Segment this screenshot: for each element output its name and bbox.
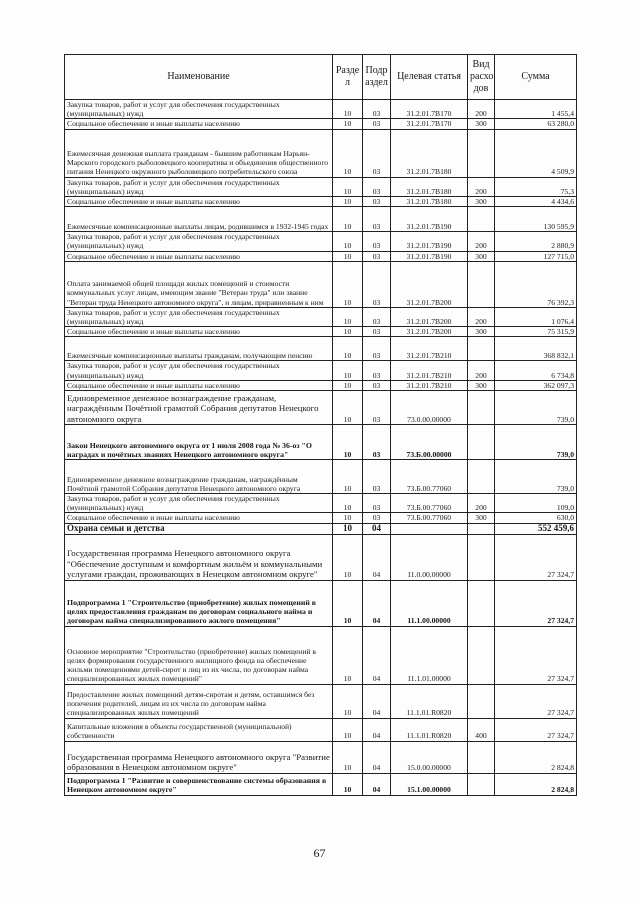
row-target: 31.2.01.7В180 — [391, 177, 468, 196]
table-row — [65, 129, 577, 177]
row-sum: 362 097,3 — [495, 380, 577, 390]
row-razdel: 10 — [333, 100, 363, 119]
row-vid — [468, 460, 495, 494]
row-vid — [468, 580, 495, 626]
row-sum: 75,3 — [495, 177, 577, 196]
row-vid — [468, 741, 495, 773]
row-target: 15.1.00.00000 — [391, 773, 468, 795]
row-razdel: 10 — [333, 232, 363, 251]
table-row — [65, 307, 577, 326]
row-name: Социальное обеспечение и иные выплаты населению — [65, 251, 333, 261]
table-row — [65, 361, 577, 380]
row-sum: 27 324,7 — [495, 684, 577, 718]
row-razdel: 10 — [333, 207, 363, 232]
row-sum: 1 076,4 — [495, 307, 577, 326]
row-target: 31.2.01.7В180 — [391, 129, 468, 177]
row-sum: 2 824,8 — [495, 773, 577, 795]
row-podrazdel: 04 — [363, 534, 391, 580]
row-razdel: 10 — [333, 425, 363, 460]
header-row — [65, 55, 577, 100]
row-name: Капитальные вложения в объекты государственной (муниципальной) собственности — [65, 718, 333, 741]
row-sum: 27 324,7 — [495, 580, 577, 626]
row-razdel: 10 — [333, 307, 363, 326]
header-target: Целевая статья — [391, 55, 468, 100]
row-sum: 27 324,7 — [495, 534, 577, 580]
row-vid — [468, 684, 495, 718]
row-target: 31.2.01.7В190 — [391, 251, 468, 261]
row-target: 11.1.00.00000 — [391, 580, 468, 626]
row-target: 31.2.01.7В210 — [391, 361, 468, 380]
table-row — [65, 197, 577, 207]
row-razdel: 10 — [333, 129, 363, 177]
row-podrazdel: 03 — [363, 100, 391, 119]
table-row — [65, 513, 577, 523]
row-vid: 400 — [468, 718, 495, 741]
table-row — [65, 232, 577, 251]
table-row — [65, 380, 577, 390]
row-name: Ежемесячные компенсационные выплаты гражданам, получающим пенсию — [65, 337, 333, 361]
table-row — [65, 119, 577, 129]
page-number: 67 — [313, 846, 326, 860]
row-target: 73.Б.00.77060 — [391, 460, 468, 494]
row-podrazdel: 03 — [363, 391, 391, 425]
header-sum: Сумма — [495, 55, 577, 100]
row-sum: 4 434,6 — [495, 197, 577, 207]
row-name: Государственная программа Ненецкого автономного округа "Обеспечение доступным и комфортным жильём и коммунальными услугами граждан, проживающих в Ненецком автономном округе" — [65, 534, 333, 580]
table-row — [65, 425, 577, 460]
row-vid: 300 — [468, 380, 495, 390]
row-razdel: 10 — [333, 251, 363, 261]
row-name: Закупка товаров, работ и услуг для обеспечения государственных (муниципальных) нужд — [65, 361, 333, 380]
row-sum: 368 832,1 — [495, 337, 577, 361]
table-row — [65, 741, 577, 773]
row-podrazdel: 03 — [363, 129, 391, 177]
row-sum: 130 595,9 — [495, 207, 577, 232]
row-podrazdel: 03 — [363, 337, 391, 361]
row-name: Социальное обеспечение и иные выплаты населению — [65, 380, 333, 390]
row-podrazdel: 04 — [363, 580, 391, 626]
row-podrazdel: 03 — [363, 460, 391, 494]
row-vid — [468, 773, 495, 795]
row-sum: 552 459,6 — [495, 523, 577, 534]
row-sum: 630,0 — [495, 513, 577, 523]
row-target: 11.1.01.R0820 — [391, 718, 468, 741]
row-vid — [468, 523, 495, 534]
row-podrazdel: 03 — [363, 177, 391, 196]
row-name: Ежемесячные компенсационные выплаты лицам, родившимся в 1932-1945 годах — [65, 207, 333, 232]
row-vid: 200 — [468, 361, 495, 380]
row-name: Государственная программа Ненецкого автономного округа "Развитие образования в Ненецком автономном округе" — [65, 741, 333, 773]
table-body — [65, 100, 577, 796]
row-sum: 1 455,4 — [495, 100, 577, 119]
row-vid: 300 — [468, 119, 495, 129]
row-podrazdel: 04 — [363, 718, 391, 741]
table-row — [65, 580, 577, 626]
header-vid: Вид расхо дов — [468, 55, 495, 100]
table-row — [65, 494, 577, 513]
row-target: 73.Б.00.00000 — [391, 425, 468, 460]
row-name: Ежемесячная денежная выплата гражданам - бывшим работникам Нарьян-Марского городского рыболовецкого кооператива и объединения общественного питания Ненецкого окружного рыболовецкого потребительского союза — [65, 129, 333, 177]
table-row — [65, 523, 577, 534]
row-podrazdel: 03 — [363, 327, 391, 337]
row-name: Единовременное денежное вознаграждение гражданам, награждённым Почётной грамотой Собрания депутатов Ненецкого автономного округа — [65, 460, 333, 494]
row-vid: 200 — [468, 307, 495, 326]
table-row — [65, 684, 577, 718]
row-target: 31.2.01.7В190 — [391, 232, 468, 251]
row-podrazdel: 04 — [363, 626, 391, 684]
row-podrazdel: 04 — [363, 773, 391, 795]
row-razdel: 10 — [333, 534, 363, 580]
row-vid: 300 — [468, 251, 495, 261]
row-target: 31.2.01.7В200 — [391, 327, 468, 337]
row-name: Закупка товаров, работ и услуг для обеспечения государственных (муниципальных) нужд — [65, 177, 333, 196]
row-podrazdel: 03 — [363, 513, 391, 523]
row-target: 11.1.01.R0820 — [391, 684, 468, 718]
row-sum: 75 315,9 — [495, 327, 577, 337]
row-razdel: 10 — [333, 460, 363, 494]
row-podrazdel: 03 — [363, 207, 391, 232]
row-razdel: 10 — [333, 718, 363, 741]
row-name: Закупка товаров, работ и услуг для обеспечения государственных (муниципальных) нужд — [65, 232, 333, 251]
row-vid: 300 — [468, 197, 495, 207]
row-sum: 63 280,0 — [495, 119, 577, 129]
row-razdel: 10 — [333, 773, 363, 795]
row-name: Охрана семьи и детства — [65, 523, 333, 534]
row-razdel: 10 — [333, 494, 363, 513]
row-sum: 739,0 — [495, 391, 577, 425]
row-sum: 6 734,8 — [495, 361, 577, 380]
table-row — [65, 337, 577, 361]
header-razdel: Разде л — [333, 55, 363, 100]
row-razdel: 10 — [333, 380, 363, 390]
row-target: 31.2.01.7В170 — [391, 119, 468, 129]
row-name: Оплата занимаемой общей площади жилых помещений и стоимости коммунальных услуг лицам, имеющим звание "Ветеран труда" или звание "Ветеран труда Ненецкого автономного округа", и лицам, приравненным к ним — [65, 261, 333, 307]
table-row — [65, 100, 577, 119]
row-razdel: 10 — [333, 684, 363, 718]
row-sum: 739,0 — [495, 460, 577, 494]
row-sum: 27 324,7 — [495, 718, 577, 741]
table-row — [65, 626, 577, 684]
row-name: Закон Ненецкого автономного округа от 1 июля 2008 года № 36-оз "О наградах и почётных званиях Ненецкого автономного округа" — [65, 425, 333, 460]
row-razdel: 10 — [333, 626, 363, 684]
row-sum: 127 715,0 — [495, 251, 577, 261]
row-vid: 300 — [468, 327, 495, 337]
table-row — [65, 207, 577, 232]
row-podrazdel: 04 — [363, 684, 391, 718]
row-podrazdel: 03 — [363, 494, 391, 513]
row-sum: 27 324,7 — [495, 626, 577, 684]
row-target: 31.2.01.7В210 — [391, 337, 468, 361]
row-vid — [468, 534, 495, 580]
row-podrazdel: 03 — [363, 197, 391, 207]
row-name: Социальное обеспечение и иные выплаты населению — [65, 513, 333, 523]
row-podrazdel: 03 — [363, 251, 391, 261]
row-razdel: 10 — [333, 391, 363, 425]
row-podrazdel: 04 — [363, 523, 391, 534]
row-sum: 2 880,9 — [495, 232, 577, 251]
table-row — [65, 534, 577, 580]
row-target: 31.2.01.7В200 — [391, 307, 468, 326]
row-razdel: 10 — [333, 261, 363, 307]
table-row — [65, 251, 577, 261]
row-sum: 76 392,3 — [495, 261, 577, 307]
row-razdel: 10 — [333, 327, 363, 337]
row-name: Предоставление жилых помещений детям-сиротам и детям, оставшимся без попечения родителей, лицам из их числа по договорам найма специализированных жилых помещений — [65, 684, 333, 718]
row-target — [391, 523, 468, 534]
row-target: 11.0.00.00000 — [391, 534, 468, 580]
row-podrazdel: 03 — [363, 307, 391, 326]
row-target: 73.Б.00.77060 — [391, 494, 468, 513]
row-sum: 4 509,9 — [495, 129, 577, 177]
row-target: 73.0.00.00000 — [391, 391, 468, 425]
row-razdel: 10 — [333, 741, 363, 773]
row-razdel: 10 — [333, 119, 363, 129]
table-row — [65, 177, 577, 196]
table-row — [65, 327, 577, 337]
row-sum: 2 824,8 — [495, 741, 577, 773]
row-target: 15.0.00.00000 — [391, 741, 468, 773]
row-name: Закупка товаров, работ и услуг для обеспечения государственных (муниципальных) нужд — [65, 100, 333, 119]
row-name: Основное мероприятие "Строительство (приобретение) жилых помещений в целях формирования государственного жилищного фонда на обеспечение жильми помещениями детей-сирот и лиц из их числа, по договорам найма специализированных жилых помещений" — [65, 626, 333, 684]
row-target: 31.2.01.7В190 — [391, 207, 468, 232]
header-podrazdel: Подр аздел — [363, 55, 391, 100]
row-name: Подпрограмма 1 "Строительство (приобретение) жилых помещений в целях предоставления гражданам по договорам социального найма и договорам найма специализированного жилого помещения" — [65, 580, 333, 626]
table-row — [65, 718, 577, 741]
header-name: Наименование — [65, 55, 333, 100]
row-vid: 200 — [468, 232, 495, 251]
row-target: 11.1.01.00000 — [391, 626, 468, 684]
row-vid — [468, 337, 495, 361]
row-vid — [468, 129, 495, 177]
table-row — [65, 391, 577, 425]
row-podrazdel: 03 — [363, 119, 391, 129]
row-razdel: 10 — [333, 197, 363, 207]
row-target: 31.2.01.7В170 — [391, 100, 468, 119]
budget-table — [64, 54, 577, 796]
row-name: Социальное обеспечение и иные выплаты населению — [65, 119, 333, 129]
row-name: Подпрограмма 1 "Развитие и совершенствование системы образования в Ненецком автономном округе" — [65, 773, 333, 795]
row-podrazdel: 03 — [363, 261, 391, 307]
row-name: Закупка товаров, работ и услуг для обеспечения государственных (муниципальных) нужд — [65, 307, 333, 326]
row-name: Социальное обеспечение и иные выплаты населению — [65, 327, 333, 337]
row-vid — [468, 425, 495, 460]
row-name: Закупка товаров, работ и услуг для обеспечения государственных (муниципальных) нужд — [65, 494, 333, 513]
row-podrazdel: 03 — [363, 380, 391, 390]
row-vid: 300 — [468, 513, 495, 523]
row-target: 31.2.01.7В210 — [391, 380, 468, 390]
row-podrazdel: 03 — [363, 232, 391, 251]
row-target: 31.2.01.7В200 — [391, 261, 468, 307]
row-vid — [468, 391, 495, 425]
row-podrazdel: 04 — [363, 741, 391, 773]
row-name: Единовременное денежное вознаграждение гражданам, награждённым Почётной грамотой Собрания депутатов Ненецкого автономного округа — [65, 391, 333, 425]
table-row — [65, 460, 577, 494]
row-vid — [468, 626, 495, 684]
row-razdel: 10 — [333, 361, 363, 380]
row-razdel: 10 — [333, 177, 363, 196]
table-row — [65, 261, 577, 307]
row-sum: 739,0 — [495, 425, 577, 460]
row-razdel: 10 — [333, 580, 363, 626]
table-row — [65, 773, 577, 795]
row-podrazdel: 03 — [363, 361, 391, 380]
row-vid: 200 — [468, 177, 495, 196]
row-vid — [468, 261, 495, 307]
row-razdel: 10 — [333, 513, 363, 523]
row-vid: 200 — [468, 494, 495, 513]
row-target: 73.Б.00.77060 — [391, 513, 468, 523]
row-name: Социальное обеспечение и иные выплаты населению — [65, 197, 333, 207]
row-vid — [468, 207, 495, 232]
row-sum: 109,0 — [495, 494, 577, 513]
row-razdel: 10 — [333, 523, 363, 534]
row-razdel: 10 — [333, 337, 363, 361]
row-vid: 200 — [468, 100, 495, 119]
row-podrazdel: 03 — [363, 425, 391, 460]
row-target: 31.2.01.7В180 — [391, 197, 468, 207]
